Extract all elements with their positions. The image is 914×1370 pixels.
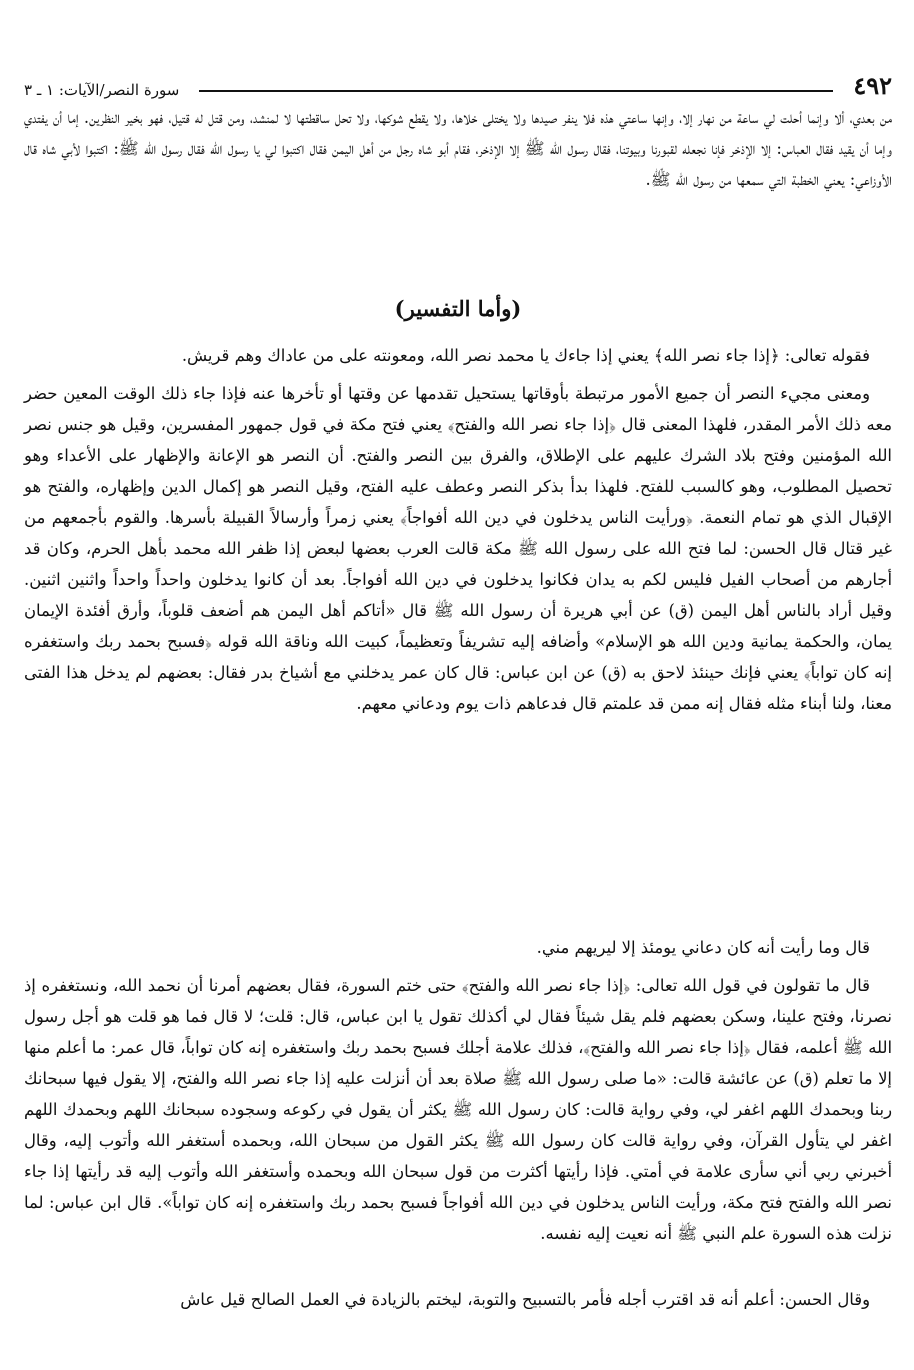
section-title: (وأما التفسير) xyxy=(394,296,522,321)
paragraph-6: وقال الحسن: أعلم أنه قد اقترب أجله فأمر بالتسبيح والتوبة، ليختم بالزيادة في العمل الصالح قيل عاش xyxy=(180,1290,870,1309)
paragraph-1: من بعدي، ألا وإنما أحلت لي ساعة من نهار إلا، وإنها ساعتي هذه فلا ينفر صيدها ولا يختلى خلاها، ولا يقطع شوكها، ولا تحل ساقطتها لا لمنشد، ومن قتل له قتيل، فهو بخير النظرين. إما أن يفتدي وإما أن يقيد فقال العباس: إلا الإذخر فإنا نجعله لقبورنا وبيوتنا، فقال رسول الله ﷺ إلا الإذخر، فقام أبو شاه رجل من أهل اليمن فقال اكتبوا لي يا رسول الله فقال رسول الله ﷺ: اكتبوا لأبي شاه قال الأوزاعي: يعني الخطبة التي سمعها من رسول الله ﷺ. xyxy=(24,108,892,189)
page-header xyxy=(24,58,892,100)
paragraph-3: ومعنى مجيء النصر أن جميع الأمور مرتبطة بأوقاتها يستحيل تقدمها عن وقتها أو تأخرها عنه فإذا جاء ذلك الوقت المعين حضر معه ذلك الأمر المقدر، فلهذا المعنى قال ﴿إذا جاء نصر الله والفتح﴾ يعني فتح مكة في قول جمهور المفسرين، وقيل هو جنس نصر الله المؤمنين وفتح بلاد الشرك عليهم على الإطلاق، والفرق بين النصر والفتح. أن النصر هو الإعانة والإظهار على الأعداء وهو تحصيل المطلوب، وهو كالسبب للفتح. فلهذا بدأ بذكر النصر وعطف عليه الفتح، وقيل النصر هو إكمال الدين وإظهاره، والفتح هو الإقبال الذي هو تمام النعمة. ﴿ورأيت الناس يدخلون في دين الله أفواجاً﴾ يعني زمراً وأرسالاً القبيلة بأسرها. والقوم بأجمعهم من غير قتال قال الحسن: لما فتح الله على رسول الله ﷺ مكة قالت العرب بعضها لبعض إذا ظفر الله محمد بأهل الحرم، وكان قد أجارهم من أصحاب الفيل فليس لكم به يدان فكانوا يدخلون في دين الله أفواجاً. بعد أن كانوا يدخلون واحداً واحداً واثنين اثنين. وقيل أراد بالناس أهل اليمن (ق) عن أبي هريرة أن رسول الله ﷺ قال «أتاكم أهل اليمن هم أضعف قلوباً، وأرق أفئدة الإيمان يمان، والحكمة يمانية ودين الله هو الإسلام» وأضافه إليه تشريفاً وتعظيماً، كبيت الله وناقة الله قوله ﴿فسبح بحمد ربك واستغفره إنه كان تواباً﴾ يعني فإنك حينئذ لاحق به (ق) عن ابن عباس: قال كان عمر يدخلني مع أشياخ بدر فقال: بعضهم لم يدخل هذا الفتى معنا، ولنا أبناء مثله فقال إنه ممن قد علمتم قال فدعاهم ذات يوم ودعاني معهم. xyxy=(24,384,893,713)
paragraph-5: قال ما تقولون في قول الله تعالى: ﴿إذا جاء نصر الله والفتح﴾ حتى ختم السورة، فقال بعضهم أمرنا أن نحمد الله، ونستغفره إذ نصرنا، وفتح علينا، وسكن بعضهم فلم يقل شيئاً فقال لي أكذلك تقول يا ابن عباس، قال: قلت؛ لا قال فما هو قلت هو أجل رسول الله ﷺ أعلمه، فقال ﴿إذا جاء نصر الله والفتح﴾، فذلك علامة أجلك فسبح بحمد ربك واستغفره إنه كان تواباً، قال عمر: ما أعلم منها إلا ما تعلم (ق) عن عائشة قالت: «ما صلى رسول الله ﷺ صلاة بعد أن أنزلت عليه إذا جاء نصر الله والفتح، إلا يقول فيها سبحانك ربنا وبحمدك اللهم اغفر لي، وفي رواية قالت: كان رسول الله ﷺ يكثر أن يقول في ركوعه وسجوده سبحانك اللهم وبحمدك اللهم اغفر لي يتأول القرآن، وفي رواية قالت كان رسول الله ﷺ يكثر القول من سبحان الله، وبحمده أستغفر الله وأتوب إليه، وقال أخبرني ربي أني سأرى علامة في أمتي. فإذا رأيتها أكثرت من قول سبحان الله وبحمده وأستغفر الله وأتوب إليه قد رأيتها إذا جاء نصر الله والفتح فتح مكة، ورأيت الناس يدخلون في دين الله أفواجاً فسبح بحمد ربك واستغفره إنه كان تواباً». قال ابن عباس: لما نزلت هذه السورة علم النبي ﷺ أنه نعيت إليه نفسه. xyxy=(24,976,892,1243)
paragraph-4: قال وما رأيت أنه كان دعاني يومئذ إلا ليريهم مني. xyxy=(536,938,870,957)
document-page xyxy=(24,58,892,1354)
header-rule xyxy=(199,90,833,92)
running-head: سورة النصر/الآيات: ١ ـ ٣ xyxy=(24,81,180,99)
page-number: ٤٩٢ xyxy=(853,71,892,100)
paragraph-2: فقوله تعالى: ﴿إذا جاء نصر الله﴾ يعني إذا جاءك يا محمد نصر الله، ومعونته على من عاداك وهم قريش. xyxy=(181,346,870,365)
